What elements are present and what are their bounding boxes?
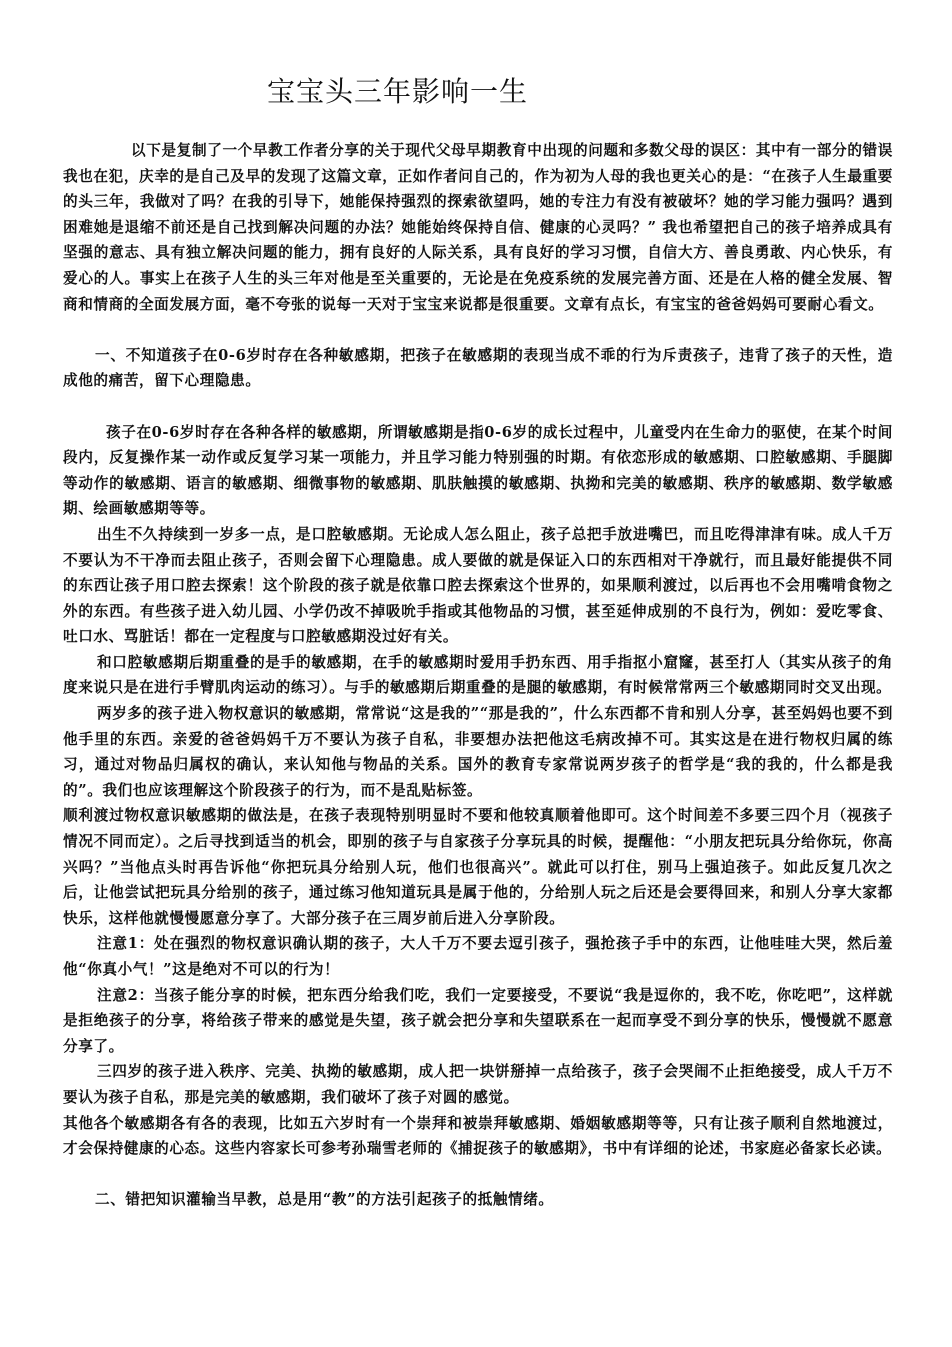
paragraph-order-period: 三四岁的孩子进入秩序、完美、执拗的敏感期，成人把一块饼掰掉一点给孩子，孩子会哭闹不止拒绝接受，成人千万不要认为孩子自私，那是完美的敏感期，我们破坏了孩子对圆的感觉。 [63, 1063, 893, 1106]
intro-paragraph: 以下是复制了一个早教工作者分享的关于现代父母早期教育中出现的问题和多数父母的误区：其中有一部分的错误我也在犯，庆幸的是自己及早的发现了这篇文章，正如作者问自己的，作为初为人母的我也更关心的是：“在孩子人生最重要的头三年，我做对了吗？在我的引导下，她能保持强烈的探索欲望吗，她的专注力有没有被破坏？她的学习能力强吗？遇到困难她是退缩不前还是自己找到解决问题的办法？她能始终保持自信、健康的心灵吗？” 我也希望把自己的孩子培养成具有坚强的意志、具有独立解决问题的能力，拥有良好的人际关系，具有良好的学习习惯，自信大方、善良勇敢、内心快乐，有爱心的人。事实上在孩子人生的头三年对他是至关重要的，无论是在免疫系统的发展完善方面、还是在人格的健全发展、智商和情商的全面发展方面，毫不夸张的说每一天对于宝宝来说都是很重要。文章有点长，有宝宝的爸爸妈妈可要耐心看文。 [63, 142, 893, 313]
note-1: 注意1：处在强烈的物权意识确认期的孩子，大人千万不要去逗引孩子，强抢孩子手中的东西，让他哇哇大哭，然后羞他“你真小气！”这是绝对不可以的行为！ [63, 935, 893, 978]
document-title: 宝宝头三年影响一生 [267, 75, 529, 108]
section-1-heading: 一、不知道孩子在0-6岁时存在各种敏感期，把孩子在敏感期的表现当成不乖的行为斥责孩子，违背了孩子的天性，造成他的痛苦，留下心理隐患。 [63, 346, 893, 390]
spacer [63, 317, 893, 343]
paragraph-hand-period: 和口腔敏感期后期重叠的是手的敏感期，在手的敏感期时爱用手扔东西、用手指抠小窟窿，甚至打人（其实从孩子的角度来说只是在进行手臂肌肉运动的练习）。与手的敏感期后期重叠的是腿的敏感期，有时候常常两三个敏感期同时交叉出现。 [63, 653, 893, 697]
note-2: 注意2：当孩子能分享的时候，把东西分给我们吃，我们一定要接受，不要说“我是逗你的，我不吃，你吃吧”，这样就是拒绝孩子的分享，将给孩子带来的感觉是失望，孩子就会把分享和失望联系在一起而享受不到分享的快乐，慢慢就不愿意分享了。 [63, 986, 893, 1055]
paragraph-other-periods: 其他各个敏感期各有各的表现，比如五六岁时有一个崇拜和被崇拜敏感期、婚姻敏感期等等，只有让孩子顺利自然地渡过，才会保持健康的心态。这些内容家长可参考孙瑞雪老师的《捕捉孩子的敏感期》，书中有详细的论述，书家庭必备家长必读。 [63, 1114, 893, 1158]
paragraph-oral-period: 出生不久持续到一岁多一点，是口腔敏感期。无论成人怎么阻止，孩子总把手放进嘴巴，而且吃得津津有味。成人千万不要认为不干净而去阻止孩子，否则会留下心理隐患。成人要做的就是保证入口的东西相对干净就行，而且最好能提供不同的东西让孩子用口腔去探索！这个阶段的孩子就是依靠口腔去探索这个世界的，如果顺利渡过，以后再也不会用嘴啃食物之外的东西。有些孩子进入幼儿园、小学仍改不掉吸吮手指或其他物品的习惯，甚至延伸成别的不良行为，例如：爱吃零食、吐口水、骂脏话！都在一定程度与口腔敏感期没过好有关。 [63, 525, 893, 646]
spacer [63, 1162, 893, 1188]
paragraph-smooth-passage: 顺利渡过物权意识敏感期的做法是，在孩子表现特别明显时不要和他较真顺着他即可。这个时间差不多要三四个月（视孩子情况不同而定）。之后寻找到适当的机会，即别的孩子与自家孩子分享玩具的时候，提醒他：“小朋友把玩具分给你玩，你高兴吗？”当他点头时再告诉他“你把玩具分给别人玩，他们也很高兴”。就此可以打住，别马上强迫孩子。如此反复几次之后，让他尝试把玩具分给别的孩子，通过练习他知道玩具是属于他的，分给别人玩之后还是会要得回来，和别人分享大家都快乐，这样他就慢慢愿意分享了。大部分孩子在三周岁前后进入分享阶段。 [63, 807, 893, 927]
section-2-heading: 二、错把知识灌输当早教，总是用“教”的方法引起孩子的抵触情绪。 [95, 1191, 554, 1209]
spacer [63, 394, 893, 420]
paragraph-ownership-period: 两岁多的孩子进入物权意识的敏感期，常常说“这是我的”“那是我的”，什么东西都不肯和别人分享，甚至妈妈也要不到他手里的东西。亲爱的爸爸妈妈千万不要认为孩子自私，非要想办法把他这毛病改掉不可。其实这是在进行物权归属的练习，通过对物品归属权的确认，来认知他与物品的关系。国外的教育专家常说两岁孩子的哲学是“我的我的，什么都是我的”。我们也应该理解这个阶段孩子的行为，而不是乱贴标签。 [63, 705, 893, 799]
paragraph-sensitive-periods: 孩子在0-6岁时存在各种各样的敏感期，所谓敏感期是指0-6岁的成长过程中，儿童受内在生命力的驱使，在某个时间段内，反复操作某一动作或反复学习某一项能力，并且学习能力特别强的时期。有依恋形成的敏感期、口腔敏感期、手腿脚等动作的敏感期、语言的敏感期、细微事物的敏感期、肌肤触摸的敏感期、执拗和完美的敏感期、秩序的敏感期、数学敏感期、绘画敏感期等等。 [63, 423, 893, 518]
document-body [63, 138, 893, 1213]
